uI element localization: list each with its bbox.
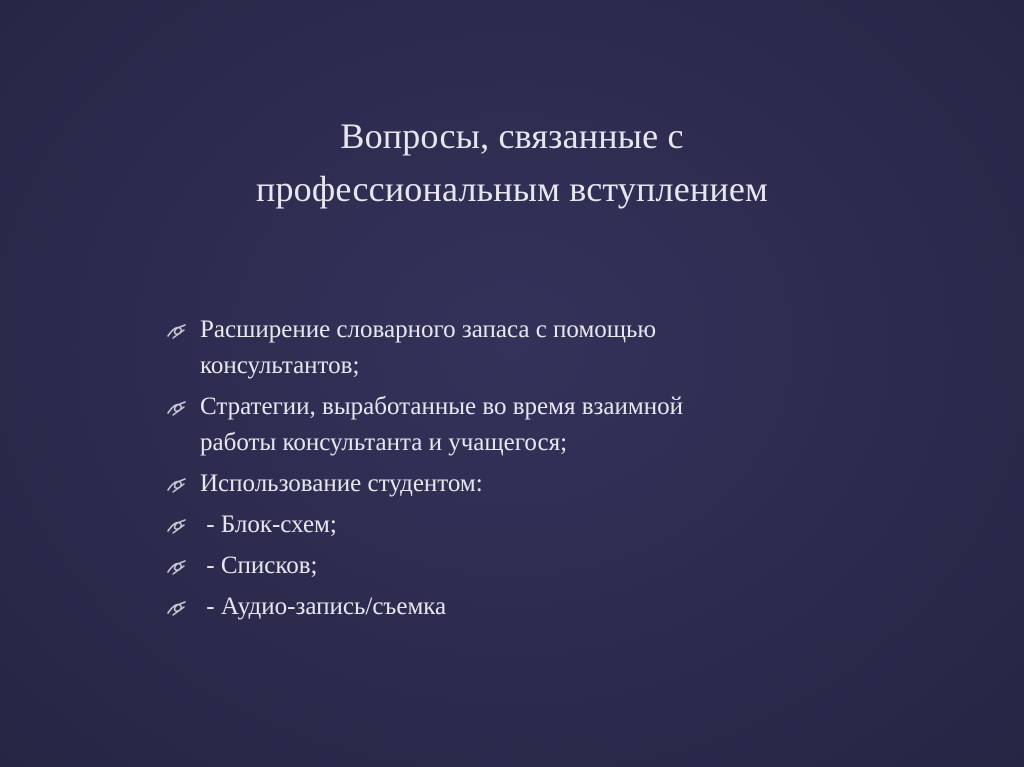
bullet-text: Использование студентом:	[200, 470, 483, 497]
bullet-item	[160, 548, 880, 584]
bullet-item	[160, 312, 880, 384]
slide-title	[0, 110, 1024, 216]
bullet-line: Расширение словарного запаса с помощью	[200, 316, 657, 343]
curl-bullet-icon	[166, 476, 188, 494]
bullet-text	[200, 393, 683, 456]
bullet-item	[160, 466, 880, 502]
title-line-2: профессиональным вступлением	[256, 169, 768, 209]
bullet-item	[160, 589, 880, 625]
bullet-line: Стратегии, выработанные во время взаимной	[200, 393, 683, 420]
curl-bullet-icon	[166, 322, 188, 340]
bullet-text: - Списков;	[200, 552, 318, 579]
curl-bullet-icon	[166, 399, 188, 417]
bullet-item	[160, 389, 880, 461]
bullet-text: - Блок-схем;	[200, 511, 337, 538]
curl-bullet-icon	[166, 599, 188, 617]
curl-bullet-icon	[166, 558, 188, 576]
bullet-line: работы консультанта и учащегося;	[200, 429, 568, 456]
title-line-1: Вопросы, связанные с	[340, 116, 684, 156]
bullet-list	[160, 312, 880, 630]
curl-bullet-icon	[166, 517, 188, 535]
bullet-text: - Аудио-запись/съемка	[200, 593, 447, 620]
bullet-line: консультантов;	[200, 352, 360, 379]
bullet-text	[200, 316, 656, 379]
bullet-item	[160, 507, 880, 543]
